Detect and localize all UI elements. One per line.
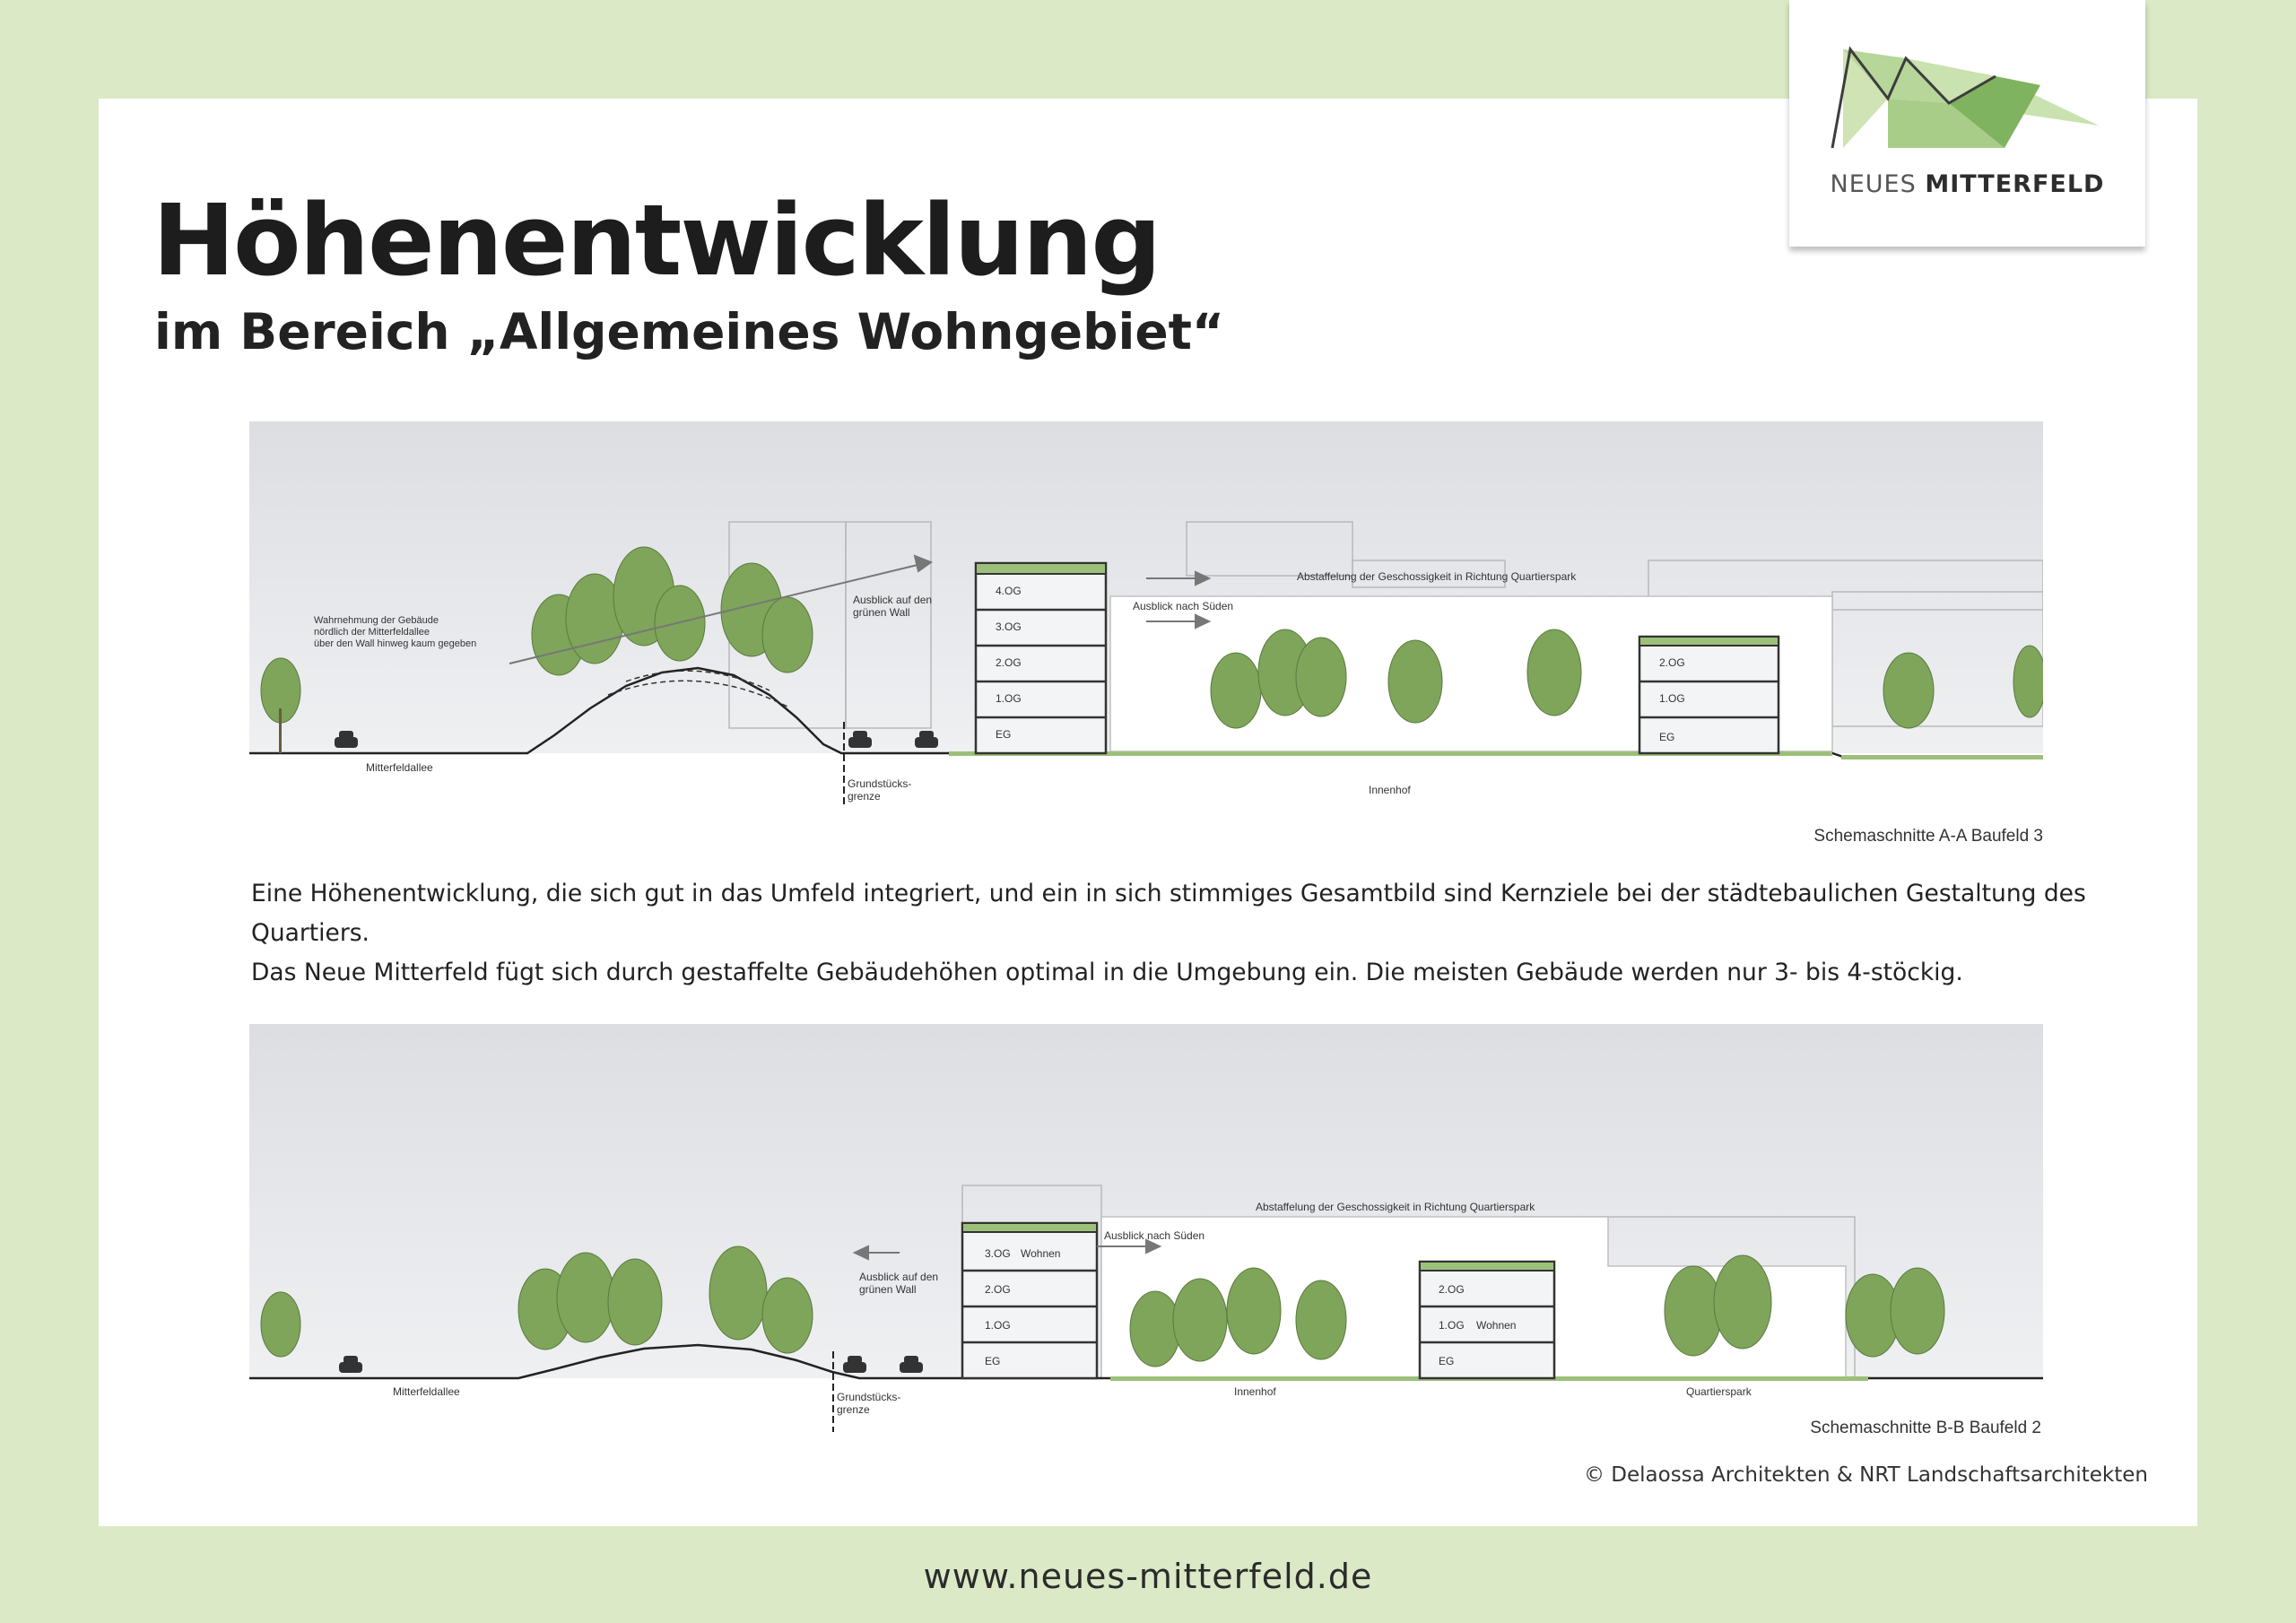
mitterfeldallee-label: Mitterfeldallee bbox=[366, 761, 433, 774]
annotation-text: Ausblick auf den bbox=[853, 594, 933, 606]
floor-label: EG bbox=[996, 728, 1012, 741]
section-caption: Schemaschnitte B-B Baufeld 2 bbox=[1810, 1419, 2041, 1437]
annotation-text: Ausblick nach Süden bbox=[1133, 600, 1234, 612]
floor-label: 1.OG bbox=[985, 1319, 1011, 1332]
property-line-label: grenze bbox=[848, 790, 881, 803]
annotation-text: Ausblick auf den bbox=[859, 1271, 939, 1283]
annotation-text: grünen Wall bbox=[859, 1283, 917, 1296]
property-line-label: grenze bbox=[837, 1403, 870, 1416]
quartierspark-label: Quartierspark bbox=[1686, 1385, 1752, 1398]
logo-word-mitterfeld: MITTERFELD bbox=[1925, 170, 2105, 198]
floor-label: 1.OG bbox=[1659, 692, 1685, 705]
floor-label: EG bbox=[1439, 1355, 1455, 1367]
innenhof-label: Innenhof bbox=[1369, 784, 1411, 796]
floor-label: EG bbox=[1659, 731, 1675, 743]
logo-word-neues: NEUES bbox=[1830, 170, 1917, 198]
paragraph-line: Eine Höhenentwicklung, die sich gut in das Umfeld integriert, und ein in sich stimmiges Gesamtbild sind Kernziele bei der städtebaulichen Gestaltung des Quartiers. bbox=[251, 880, 2086, 947]
building-right-section bbox=[1639, 637, 1779, 753]
page-title: Höhenentwicklung bbox=[152, 183, 1161, 298]
section-diagram-b bbox=[249, 1024, 2043, 1445]
building-left-section bbox=[976, 563, 1106, 753]
floor-usage-label: Wohnen bbox=[1476, 1319, 1517, 1332]
mitterfeldallee-label: Mitterfeldallee bbox=[393, 1385, 460, 1398]
floor-label: 1.OG bbox=[1439, 1319, 1465, 1332]
website-url: www.neues-mitterfeld.de bbox=[923, 1557, 1373, 1596]
floor-label: EG bbox=[985, 1355, 1001, 1367]
section-diagram-a bbox=[249, 421, 2043, 861]
section-caption: Schemaschnitte A-A Baufeld 3 bbox=[1813, 827, 2043, 846]
description-paragraph bbox=[251, 874, 2117, 993]
floor-label: 2.OG bbox=[1659, 656, 1685, 669]
logo bbox=[1789, 0, 2145, 247]
building-right-section bbox=[1420, 1262, 1554, 1378]
building-left-section bbox=[962, 1223, 1097, 1378]
floor-label: 2.OG bbox=[996, 656, 1022, 669]
paragraph-line: Das Neue Mitterfeld fügt sich durch gestaffelte Gebäudehöhen optimal in die Umgebung ein. Die meisten Gebäude werden nur 3- bis 4-stöckig. bbox=[251, 959, 1963, 986]
annotation-text: Wahrnehmung der Gebäude bbox=[314, 615, 439, 626]
floor-label: 3.OG bbox=[996, 621, 1022, 633]
innenhof-label: Innenhof bbox=[1234, 1385, 1276, 1398]
page-subtitle: im Bereich „Allgemeines Wohngebiet“ bbox=[154, 303, 1225, 360]
annotation-text: Abstaffelung der Geschossigkeit in Richtung Quartierspark bbox=[1256, 1201, 1535, 1213]
annotation-text: Abstaffelung der Geschossigkeit in Richtung Quartierspark bbox=[1297, 570, 1577, 583]
floor-label: 2.OG bbox=[1439, 1283, 1465, 1296]
floor-usage-label: Wohnen bbox=[1021, 1247, 1061, 1260]
annotation-text: Ausblick nach Süden bbox=[1104, 1229, 1205, 1242]
floor-label: 1.OG bbox=[996, 692, 1022, 705]
floor-label: 2.OG bbox=[985, 1283, 1011, 1296]
floor-label: 3.OG bbox=[985, 1247, 1011, 1260]
annotation-text: grünen Wall bbox=[853, 606, 910, 619]
property-line-label: Grundstücks- bbox=[837, 1391, 901, 1403]
logo-text bbox=[1789, 170, 2145, 198]
property-line-label: Grundstücks- bbox=[848, 777, 912, 790]
annotation-text: über den Wall hinweg kaum gegeben bbox=[314, 638, 477, 649]
logo-mountain-icon bbox=[1789, 0, 2145, 152]
floor-label: 4.OG bbox=[996, 585, 1022, 597]
annotation-text: nördlich der Mitterfeldallee bbox=[314, 627, 430, 638]
copyright-credit: © Delaossa Architekten & NRT Landschaftsarchitekten bbox=[1583, 1463, 2148, 1487]
